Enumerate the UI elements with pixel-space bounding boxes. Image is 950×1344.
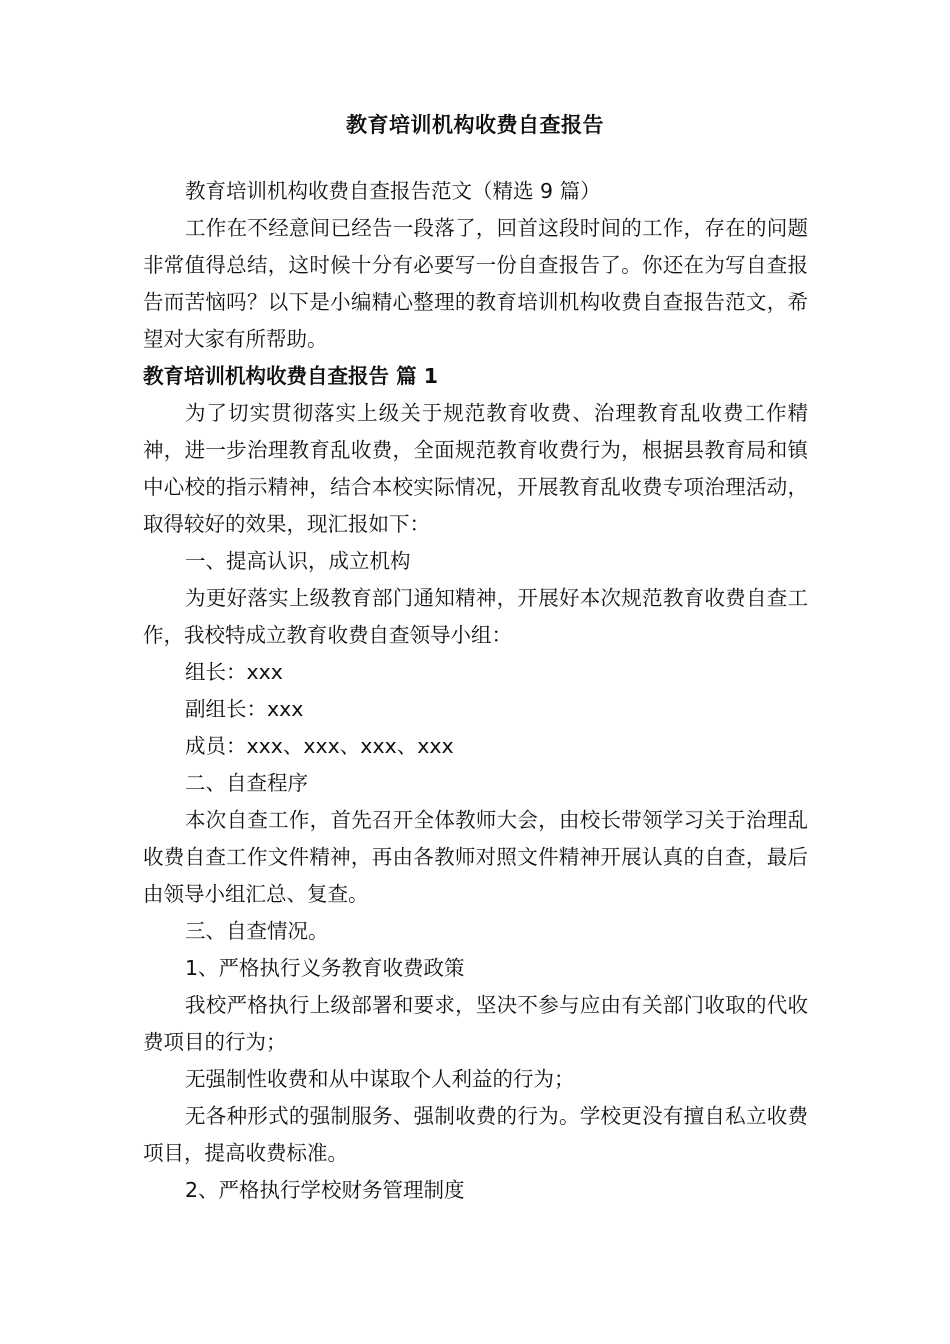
intro-paragraph: 工作在不经意间已经告一段落了，回首这段时间的工作，存在的问题非常值得总结，这时候十分有必要写一份自查报告了。你还在为写自查报告而苦恼吗？以下是小编精心整理的教育培训机构收费自查报告范文，希望对大家有所帮助。: [143, 216, 808, 351]
subheading: 二、自查程序: [185, 771, 309, 795]
paragraph: 为了切实贯彻落实上级关于规范教育收费、治理教育乱收费工作精神，进一步治理教育乱收费，全面规范教育收费行为，根据县教育局和镇中心校的指示精神，结合本校实际情况，开展教育乱收费专项治理活动，取得较好的效果，现汇报如下：: [143, 401, 808, 536]
paragraph: 无各种形式的强制服务、强制收费的行为。学校更没有擅自私立收费项目，提高收费标准。: [143, 1104, 808, 1165]
paragraph: 我校严格执行上级部署和要求，坚决不参与应由有关部门收取的代收费项目的行为；: [143, 993, 808, 1054]
document-body: [143, 173, 808, 1209]
subheading: 一、提高认识，成立机构: [185, 549, 411, 573]
list-item: 1、严格执行义务教育收费政策: [185, 956, 465, 980]
subheading: 三、自查情况。: [185, 919, 329, 943]
members-line: 成员：xxx、xxx、xxx、xxx: [185, 734, 454, 758]
document-title: 教育培训机构收费自查报告: [346, 113, 604, 137]
paragraph: 无强制性收费和从中谋取个人利益的行为；: [185, 1067, 575, 1091]
leader-line: 组长：xxx: [185, 660, 283, 684]
paragraph: 本次自查工作，首先召开全体教师大会，由校长带领学习关于治理乱收费自查工作文件精神，再由各教师对照文件精神开展认真的自查，最后由领导小组汇总、复查。: [143, 808, 808, 906]
paragraph: 为更好落实上级教育部门通知精神，开展好本次规范教育收费自查工作，我校特成立教育收费自查领导小组：: [143, 586, 808, 647]
subtitle: 教育培训机构收费自查报告范文（精选 9 篇）: [185, 179, 601, 203]
deputy-line: 副组长：xxx: [185, 697, 304, 721]
section-heading: 教育培训机构收费自查报告 篇 1: [143, 364, 439, 388]
list-item: 2、严格执行学校财务管理制度: [185, 1178, 465, 1202]
